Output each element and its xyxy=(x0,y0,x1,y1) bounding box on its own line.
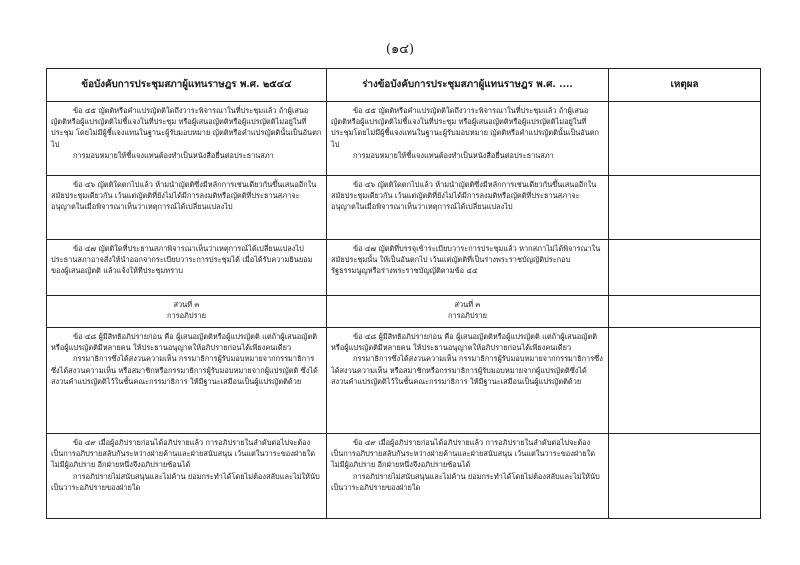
cell-draft-clause-45 xyxy=(327,102,609,176)
paragraph: ข้อ ๔๘ ผู้มีสิทธิอภิปรายก่อน คือ ผู้เสนอญัตติหรือผู้แปรญัตติ แต่ถ้าผู้เสนอญัตติหรือผู้แปรญัตติมีหลายคน ให้ประธานอนุญาตให้อภิปรายก่อนได้เพียงคนเดียว xyxy=(331,332,598,353)
paragraph: ข้อ ๔๘ ผู้มีสิทธิอภิปรายก่อน คือ ผู้เสนอญัตติหรือผู้แปรญัตติ แต่ถ้าผู้เสนอญัตติหรือผู้แปรญัตติมีหลายคน ให้ประธานอนุญาตให้อภิปรายก่อนได้เพียงคนเดียว xyxy=(51,332,318,353)
paragraph: การอภิปรายไม่สนับสนุนและไม่ค้าน ย่อมกระทำได้โดยไม่ต้องสลับและไม่ให้นับเป็นวาระอภิปรายของฝ่ายใด xyxy=(51,471,320,492)
header-draft-regulation: ร่างข้อบังคับการประชุมสภาผู้แทนราษฎร พ.ศ. .... xyxy=(327,69,609,102)
paragraph: ข้อ ๔๖ ญัตติใดตกไปแล้ว ห้ามนำญัตติซึ่งมีหลักการเช่นเดียวกันขึ้นเสนออีกในสมัยประชุมเดียวกัน เว้นแต่ญัตติที่ยังไม่ได้มีการลงมติหรือญัตติที่ประธานสภาจะอนุญาตในเมื่อพิจารณาเห็นว่าเหตุการณ์ได้เปลี่ยนแปลงไป xyxy=(51,180,317,212)
paragraph: ข้อ ๔๙ เมื่อผู้อภิปรายก่อนได้อภิปรายแล้ว การอภิปรายในลำดับต่อไปจะต้องเป็นการอภิปรายสลับกันระหว่างฝ่ายค้านและฝ่ายสนับสนุน เว้นแต่ในวาระของฝ่ายใดไม่มีผู้อภิปราย อีกฝ่ายหนึ่งจึงอภิปรายซ้อนได้ xyxy=(51,438,316,470)
cell-draft-clause-46 xyxy=(327,176,609,240)
cell-reason xyxy=(609,176,761,240)
section-part-label: ส่วนที่ ๓ xyxy=(173,300,200,309)
section-heading-row xyxy=(47,296,761,328)
table-row xyxy=(47,434,761,519)
header-current-regulation: ข้อบังคับการประชุมสภาผู้แทนราษฎร พ.ศ. ๒๕๔๔ xyxy=(47,69,327,102)
cell-draft-section-heading xyxy=(327,296,609,328)
header-reason: เหตุผล xyxy=(609,69,761,102)
cell-reason xyxy=(609,434,761,519)
page-number: (๑๔) xyxy=(385,42,415,57)
cell-reason xyxy=(609,102,761,176)
paragraph: ข้อ ๔๙ เมื่อผู้อภิปรายก่อนได้อภิปรายแล้ว การอภิปรายในลำดับต่อไปจะต้องเป็นการอภิปรายสลับกันระหว่างฝ่ายค้านและฝ่ายสนับสนุน เว้นแต่ในวาระของฝ่ายใดไม่มีผู้อภิปราย อีกฝ่ายหนึ่งจึงอภิปรายซ้อนได้ xyxy=(331,438,596,470)
table-row xyxy=(47,102,761,176)
cell-reason xyxy=(609,240,761,296)
table-row xyxy=(47,328,761,434)
cell-current-section-heading xyxy=(47,296,327,328)
paragraph: ข้อ ๔๕ ญัตติหรือคำแปรญัตติใดถึงวาระพิจารณาในที่ประชุมแล้ว ถ้าผู้เสนอญัตติหรือผู้แปรญัตติไม่ชี้แจงในที่ประชุม หรือผู้เสนอญัตติหรือผู้แปรญัตติไม่อยู่ในที่ประชุมโดยไม่มีผู้ชี้แจงแทนในฐานะผู้รับมอบหมาย ญัตติหรือคำแปรญัตตินั้นเป็นอันตกไป xyxy=(331,106,600,149)
header-row xyxy=(47,69,761,102)
cell-current-clause-49 xyxy=(47,434,327,519)
cell-draft-clause-49 xyxy=(327,434,609,519)
cell-current-clause-47 xyxy=(47,240,327,296)
cell-current-clause-46 xyxy=(47,176,327,240)
paragraph: การมอบหมายให้ชี้แจงแทนต้องทำเป็นหนังสือยื่นต่อประธานสภา xyxy=(353,150,554,160)
paragraph: กรรมาธิการซึ่งได้สงวนความเห็น กรรมาธิการผู้รับมอบหมายจากกรรมาธิการซึ่งได้สงวนความเห็น หรือสมาชิกหรือกรรมาธิการผู้รับมอบหมายจากผู้แปรญัตติ ซึ่งได้สงวนคำแปรญัตติไว้ในชั้นคณะกรรมาธิการ ให้มีฐานะเสมือนเป็นผู้แปรญัตติด้วย xyxy=(51,354,318,386)
section-title: การอภิปราย xyxy=(447,311,488,321)
cell-draft-clause-48 xyxy=(327,328,609,434)
section-title: การอภิปราย xyxy=(166,311,207,321)
cell-draft-clause-47 xyxy=(327,240,609,296)
paragraph: ข้อ ๔๕ ญัตติหรือคำแปรญัตติใดถึงวาระพิจารณาในที่ประชุมแล้ว ถ้าผู้เสนอญัตติหรือผู้แปรญัตติไม่ชี้แจงในที่ประชุม หรือผู้เสนอญัตติหรือผู้แปรญัตติไม่อยู่ในที่ประชุม โดยไม่มีผู้ชี้แจงแทนในฐานะผู้รับมอบหมาย ญัตติหรือคำแปรญัตตินั้นเป็นอันตกไป xyxy=(51,106,322,149)
table-row xyxy=(47,176,761,240)
table-row xyxy=(47,240,761,296)
cell-reason xyxy=(609,296,761,328)
paragraph: การมอบหมายให้ชี้แจงแทนต้องทำเป็นหนังสือยื่นต่อประธานสภา xyxy=(73,150,274,160)
paragraph: ข้อ ๔๗ ญัตติที่บรรจุเข้าระเบียบวาระการประชุมแล้ว หากสภาไม่ได้พิจารณาในสมัยประชุมนั้น ให้เป็นอันตกไป เว้นแต่ญัตติที่เป็นร่างพระราชบัญญัติประกอบรัฐธรรมนูญหรือร่างพระราชบัญญัติตามข้อ ๔๔ xyxy=(331,244,601,276)
cell-current-clause-45 xyxy=(47,102,327,176)
paragraph: กรรมาธิการซึ่งได้สงวนความเห็น กรรมาธิการผู้รับมอบหมายจากกรรมาธิการซึ่งได้สงวนความเห็น หรือสมาชิกหรือกรรมาธิการผู้รับมอบหมายจากผู้แปรญัตติซึ่งได้สงวนคำแปรญัตติไว้ในชั้นคณะกรรมาธิการ ให้มีฐานะเสมือนเป็นผู้แปรญัตติด้วย xyxy=(331,354,603,386)
cell-reason xyxy=(609,328,761,434)
paragraph: การอภิปรายไม่สนับสนุนและไม่ค้าน ย่อมกระทำได้โดยไม่ต้องสลับและไม่ให้นับเป็นวาระอภิปรายของฝ่ายใด xyxy=(331,471,600,492)
comparison-table xyxy=(46,68,761,519)
section-part-label: ส่วนที่ ๓ xyxy=(454,300,481,309)
paragraph: ข้อ ๔๖ ญัตติใดตกไปแล้ว ห้ามนำญัตติซึ่งมีหลักการเช่นเดียวกันขึ้นเสนออีกในสมัยประชุมเดียวกัน เว้นแต่ญัตติที่ยังไม่ได้มีการลงมติหรือญัตติที่ประธานสภาจะอนุญาตในเมื่อพิจารณาเห็นว่าเหตุการณ์ได้เปลี่ยนแปลงไป xyxy=(331,180,597,212)
cell-current-clause-48 xyxy=(47,328,327,434)
paragraph: ข้อ ๔๗ ญัตติใดที่ประธานสภาพิจารณาเห็นว่าเหตุการณ์ได้เปลี่ยนแปลงไปประธานสภาอาจสั่งให้นำออกจากระเบียบวาระการประชุมได้ เมื่อได้รับความยินยอมของผู้เสนอญัตติ แล้วแจ้งให้ที่ประชุมทราบ xyxy=(51,244,313,276)
